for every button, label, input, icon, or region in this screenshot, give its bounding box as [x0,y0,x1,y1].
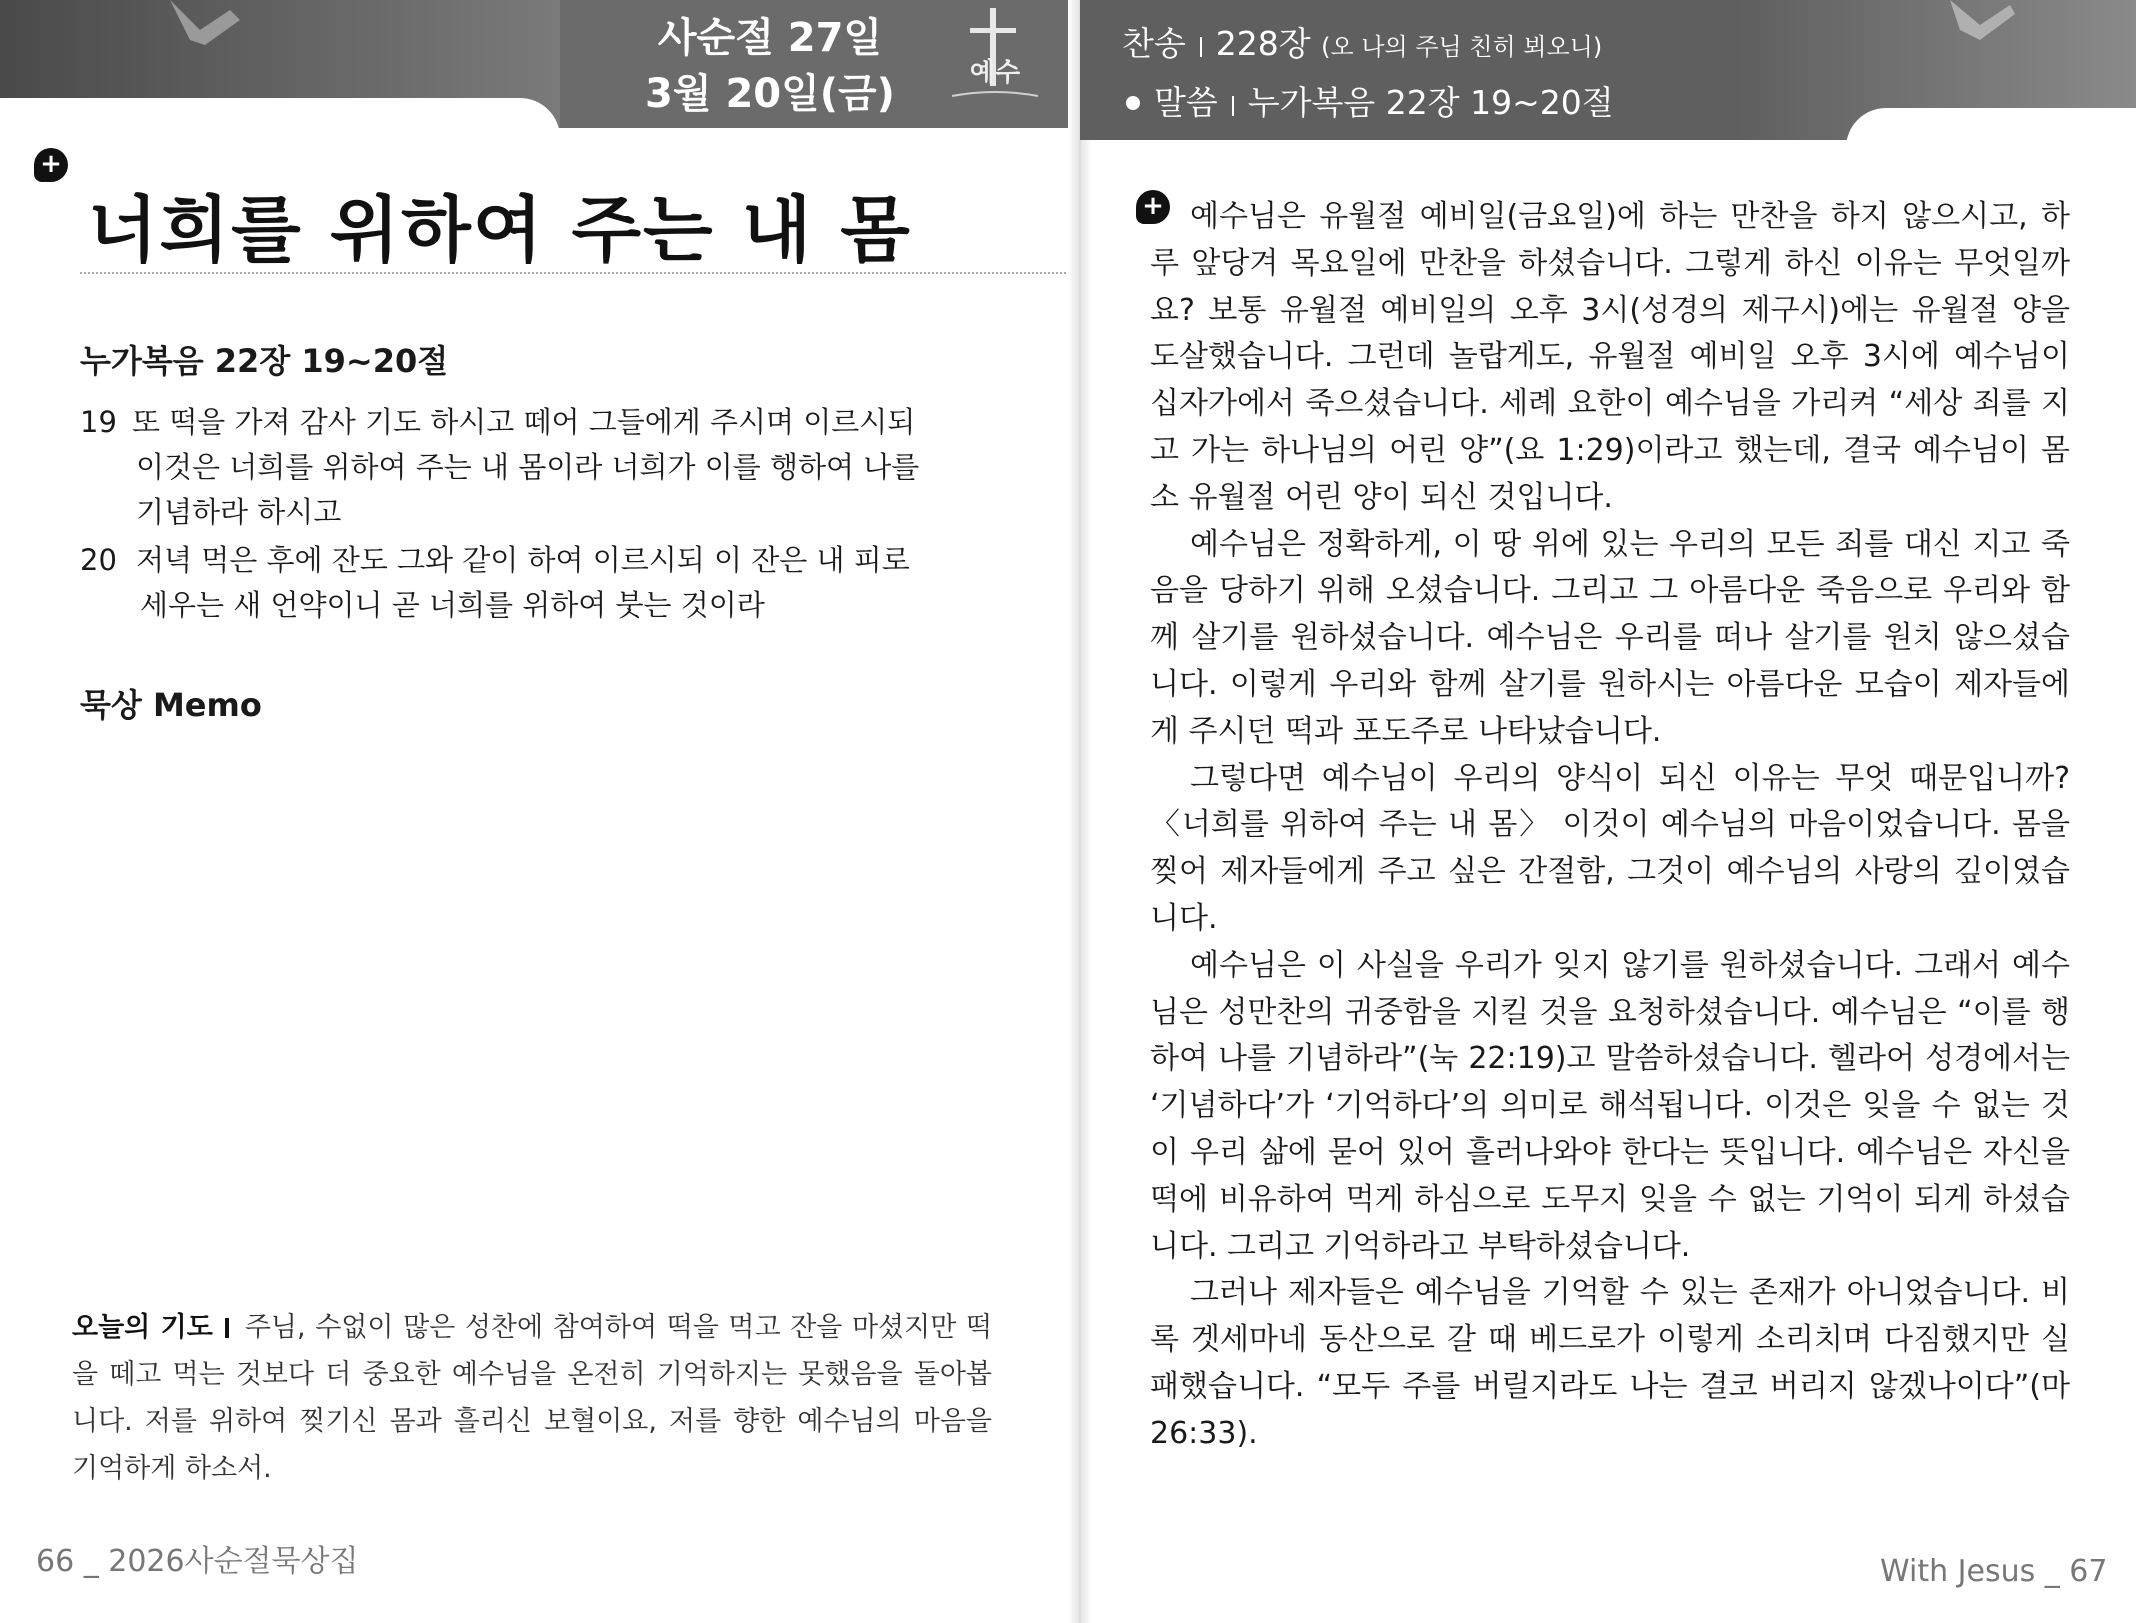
word-line [1122,75,1614,131]
prayer-separator [225,1318,229,1338]
separator [1232,96,1234,116]
prayer-label: 오늘의 기도 [72,1312,213,1343]
body-paragraph: 예수님은 이 사실을 우리가 잊지 않기를 원하셨습니다. 그래서 예수님은 성만찬의 귀중함을 지킬 것을 요청하셨습니다. 예수님은 “이를 행하여 나를 기념하라”(눅 22:19)고 말씀하셨습니다. 헬라어 성경에서는 ‘기념하다’가 ‘기억하다’의 의미로 해석됩니다. 이것은 잊을 수 없는 것이 우리 삶에 묻어 있어 흘러나와야 한다는 뜻입니다. 예수님은 자신을 떡에 비유하여 먹게 하심으로 도무지 잊을 수 없는 기억이 되게 하셨습니다. 그리고 기억하라고 부탁하셨습니다. [1150,947,2070,1264]
word-reference: 누가복음 22장 19~20절 [1247,83,1614,122]
section-badge-icon: + [1136,190,1170,224]
hymn-title: (오 나의 주님 친히 뵈오니) [1321,33,1603,61]
header-tab-cutout [0,98,560,138]
page-folio-left: 66 _ 2026사순절묵상집 [36,1544,359,1579]
bullet-icon [1126,96,1140,110]
verse-line: 저녁 먹은 후에 잔도 그와 같이 하여 이르시되 이 잔은 내 피로 [136,543,910,577]
memo-label: 묵상 Memo [80,686,262,724]
verse-number: 20 [80,543,117,577]
verse-text [132,400,1010,535]
decorative-figure-icon [1930,0,2020,60]
hymn-label: 찬송 [1122,24,1186,63]
verse-19 [80,400,1010,535]
body-paragraph: 예수님은 정확하게, 이 땅 위에 있는 우리의 모든 죄를 대신 지고 죽음을 당하기 위해 오셨습니다. 그리고 그 아름다운 죽음으로 우리와 함께 살기를 원하셨습니다. 예수님은 우리를 떠나 살기를 원치 않으셨습니다. 이렇게 우리와 함께 살기를 원하시는 아름다운 모습이 제자들에게 주시던 떡과 포도주로 나타났습니다. [1150,526,2070,749]
section-badge-icon: + [34,148,68,182]
season-day: 사순절 27일 [657,15,883,61]
today-prayer [72,1304,992,1492]
hymn-line [1122,16,1614,75]
book-gutter [1068,0,1092,1623]
meditation-body [1150,194,2070,1458]
header-tab-cutout [1846,108,2136,148]
verse-line: 세우는 새 언약이니 곧 너희를 위하여 붓는 것이라 [140,588,765,622]
title-divider [80,272,1070,274]
body-paragraph: 그렇다면 예수님이 우리의 양식이 되신 이유는 무엇 때문입니까? 〈너희를 위하여 주는 내 몸〉 이것이 예수님의 마음이었습니다. 몸을 찢어 제자들에게 주고 싶은 간절함, 그것이 예수님의 사랑의 깊이였습니다. [1150,760,2070,936]
scripture-reference: 누가복음 22장 19~20절 [80,342,449,380]
verse-text [136,538,1010,628]
verse-line: 또 떡을 가져 감사 기도 하시고 떼어 그들에게 주시며 이르시되 [132,405,916,439]
hymn-number: 228장 [1215,24,1311,63]
prayer-text: 주님, 수없이 많은 성찬에 참여하여 떡을 먹고 잔을 마셨지만 떡을 떼고 먹는 것보다 더 중요한 예수님을 온전히 기억하지는 못했음을 돌아봅니다. 저를 위하여 찢기신 몸과 흘리신 보혈이요, 저를 향한 예수님의 마음을 기억하게 하소서. [72,1312,992,1484]
word-label: 말씀 [1154,83,1218,122]
date-block [640,10,900,122]
logo-text: 예수 [969,58,1021,88]
verse-line: 이것은 너희를 위하여 주는 내 몸이라 너희가 이를 행하여 나를 [136,450,920,484]
body-paragraph: 예수님은 유월절 예비일(금요일)에 하는 만찬을 하지 않으시고, 하루 앞당겨 목요일에 만찬을 하셨습니다. 그렇게 하신 이유는 무엇일까요? 보통 유월절 예비일의 오후 3시(성경의 제구시)에는 유월절 양을 도살했습니다. 그런데 놀랍게도, 유월절 예비일 오후 3시에 예수님이 십자가에서 죽으셨습니다. 세례 요한이 예수님을 가리켜 “세상 죄를 지고 가는 하나님의 어린 양”(요 1:29)이라고 했는데, 결국 예수님이 몸소 유월절 어린 양이 되신 것입니다. [1150,199,2070,515]
separator [1200,37,1202,57]
hymn-and-word-block [1122,16,1614,131]
page-title: 너희를 위하여 주는 내 몸 [88,188,912,272]
decorative-figure-icon [160,0,250,60]
verse-20 [80,538,1010,628]
body-paragraph: 그러나 제자들은 예수님을 기억할 수 있는 존재가 아니었습니다. 비록 겟세마네 동산으로 갈 때 베드로가 이렇게 소리치며 다짐했지만 실패했습니다. “모두 주를 버릴지라도 나는 결코 버리지 않겠나이다”(마 26:33). [1150,1275,2070,1451]
page-folio-right: With Jesus _ 67 [1880,1554,2108,1589]
verse-line: 기념하라 하시고 [136,495,342,529]
cross-logo-icon [940,6,1050,116]
date-label: 3월 20일(금) [645,71,895,117]
verse-number: 19 [80,405,117,439]
